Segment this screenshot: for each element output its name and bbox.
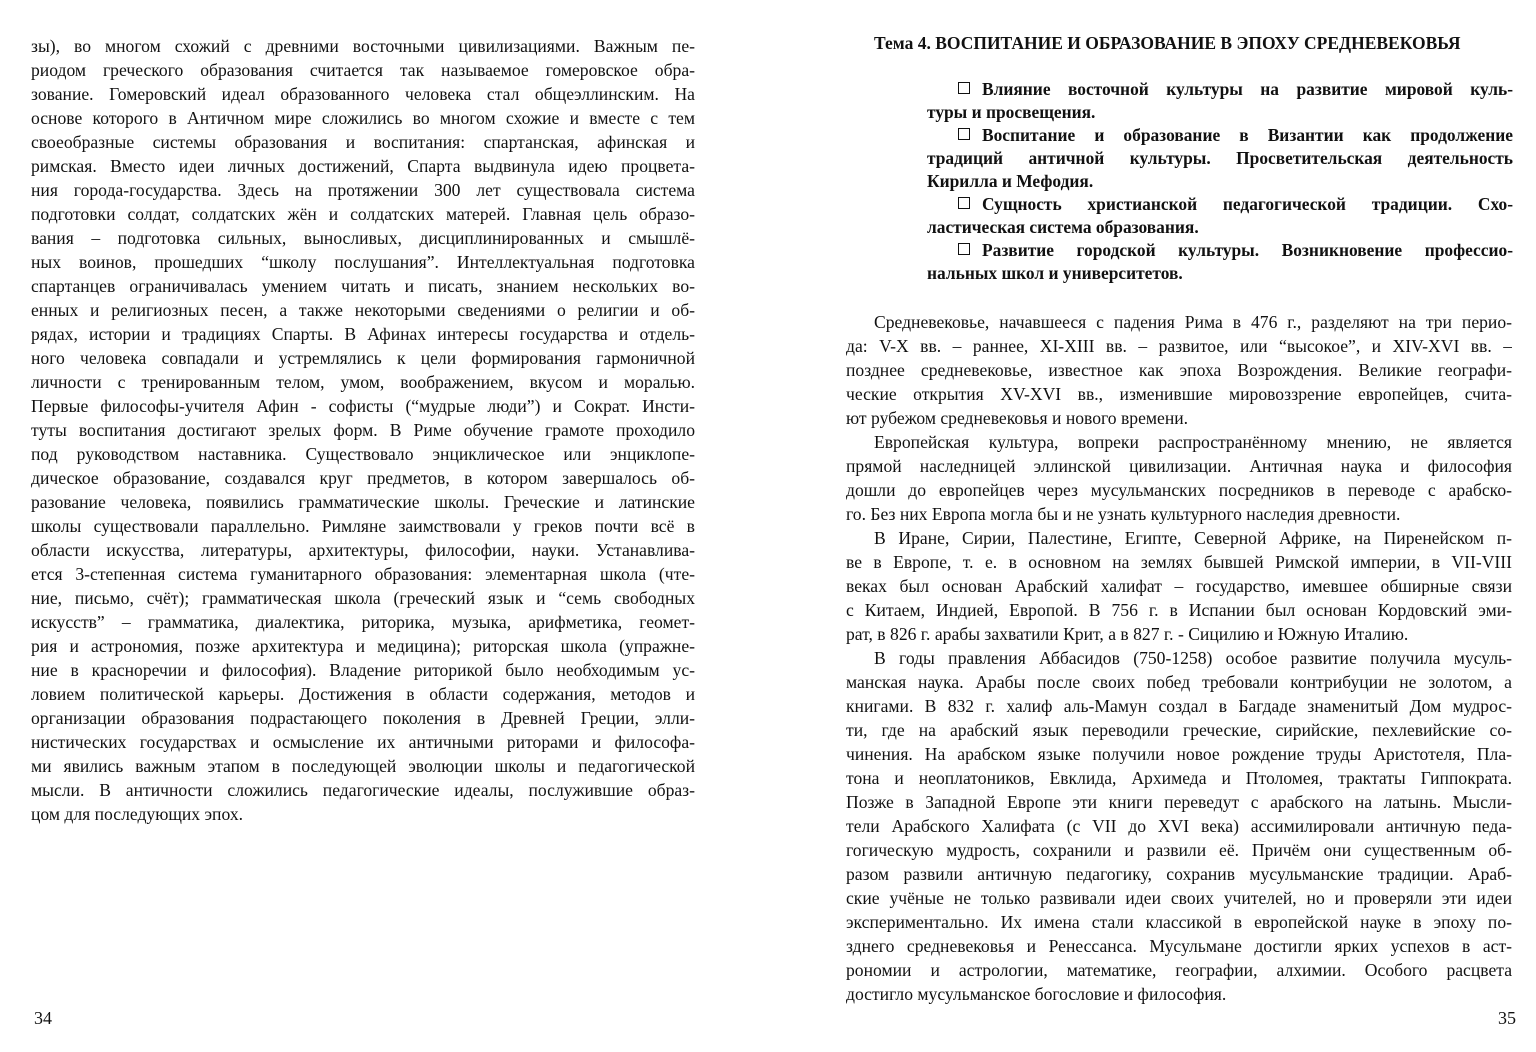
text-line: личности с тренированным телом, умом, воображением, вкусом и моралью. [31,372,695,392]
outline-item: Сущность христианской педагогической традиции. Схо- [958,193,1513,216]
text-line: ние, письмо, счёт); грамматическая школа (греческий язык и “семь свободных [31,588,695,608]
outline-item-continued: ластическая система образования. [927,217,1199,237]
text-line: области искусства, литературы, архитектуры, философии, науки. Устанавлива- [31,540,695,560]
topic-title: Тема 4. ВОСПИТАНИЕ И ОБРАЗОВАНИЕ В ЭПОХУ СРЕДНЕВЕКОВЬЯ [874,33,1461,53]
text-line: разование человека, появились грамматические школы. Греческие и латинские [31,492,695,512]
outline-item-continued: традиций античной культуры. Просветительская деятельность [927,148,1513,168]
right-page [768,0,1536,1052]
text-line: чинения. На арабском языке получили новое рождение труды Аристотеля, Пла- [846,744,1512,764]
text-line: нистических государствах и осмысление их античными риторами и философа- [31,732,695,752]
text-line: да: V-X вв. – раннее, XI-XIII вв. – развитое, или “высокое”, и XIV-XVI вв. – [846,336,1512,356]
text-line: тона и неоплатоников, Евклида, Архимеда и Птоломея, трактаты Гиппократа. [846,768,1512,788]
checkbox-square-icon [958,128,970,140]
text-line: Средневековье, начавшееся с падения Рима в 476 г., разделяют на три перио- [874,312,1512,332]
text-line: достигло мусульманское богословие и философия. [846,984,1227,1004]
text-line: Первые философы-учителя Афин - софисты (“мудрые люди”) и Сократ. Инсти- [31,396,695,416]
text-line: Позже в Западной Европе эти книги переведут с арабского на латынь. Мысли- [846,792,1512,812]
text-line: дическое образование, создавался круг предметов, в котором завершалось об- [31,468,695,488]
text-line: ется 3-степенная система гуманитарного образования: элементарная школа (чте- [31,564,695,584]
text-line: зы), во многом схожий с древними восточными цивилизациями. Важным пе- [31,36,695,56]
text-line: своеобразные системы образования и воспитания: спартанская, афинская и [31,132,695,152]
page-number: 35 [1498,1008,1516,1028]
outline-item-continued: туры и просвещения. [927,102,1096,122]
text-line: под руководством наставника. Существовало энциклическое или энциклопе- [31,444,695,464]
text-line: туты воспитания достигают зрелых форм. В Риме обучение грамоте проходило [31,420,695,440]
text-line: манская наука. Арабы после своих побед требовали контрибуции не золотом, а [846,672,1512,692]
page-number: 34 [34,1008,52,1028]
text-line: римская. Вместо идеи личных достижений, Спарта выдвинула идею процвета- [31,156,695,176]
text-line: дошли до европейцев через мусульманских посредников в переводе с арабско- [846,480,1512,500]
outline-item-continued: нальных школ и университетов. [927,263,1183,283]
text-line: организации образования подрастающего поколения в Древней Греции, элли- [31,708,695,728]
text-line: ние в красноречии и философия). Владение риторикой было необходимым ус- [31,660,695,680]
text-line: позднее средневековье, известное как эпоха Возрождения. Великие географи- [846,360,1512,380]
text-line: разом развили античную педагогику, сохранив мусульманские традиции. Араб- [846,864,1512,884]
checkbox-square-icon [958,197,970,209]
outline-item-continued: Кирилла и Мефодия. [927,171,1094,191]
text-line: В Иране, Сирии, Палестине, Египте, Северной Африке, на Пиренейском п- [874,528,1512,548]
text-line: ного человека совпадали и устремлялись к цели формирования гармоничной [31,348,695,368]
text-line: мысли. В античности сложились педагогические идеалы, послужившие образ- [31,780,695,800]
text-line: рат, в 826 г. арабы захватили Крит, а в 827 г. - Сицилию и Южную Италию. [846,624,1409,644]
text-line: ловием политической карьеры. Достижения в области содержания, методов и [31,684,695,704]
outline-item: Развитие городской культуры. Возникновение профессио- [958,239,1513,262]
text-line: рия и астрономия, позже архитектура и медицина); риторская школа (упражне- [31,636,695,656]
text-line: вания – подготовка сильных, выносливых, дисциплинированных и смышлё- [31,228,695,248]
text-line: ве в Европе, т. е. в основном на землях бывшей Римской империи, в VII-VIII [846,552,1512,572]
text-line: енных и религиозных песен, а также некоторыми сведениями о религии и об- [31,300,695,320]
text-line: прямой наследницей эллинской цивилизации. Античная наука и философия [846,456,1512,476]
text-line: экспериментально. Их имена стали классикой в европейской науке в эпоху по- [846,912,1512,932]
outline-item: Влияние восточной культуры на развитие мировой куль- [958,78,1513,101]
text-line: искусств” – грамматика, диалектика, риторика, музыка, арифметика, геомет- [31,612,695,632]
text-line: Европейская культура, вопреки распространённому мнению, не является [874,432,1512,452]
text-line: ские учёные не только развивали идеи своих учителей, но и проверяли эти идеи [846,888,1512,908]
text-line: веках был основан Арабский халифат – государство, имевшее обширные связи [846,576,1512,596]
text-line: зднего средневековья и Ренессанса. Мусульмане достигли ярких успехов в аст- [846,936,1512,956]
checkbox-square-icon [958,82,970,94]
text-line: тели Арабского Халифата (с VII до XVI века) ассимилировали античную педа- [846,816,1512,836]
text-line: зование. Гомеровский идеал образованного человека стал общеэллинским. На [31,84,695,104]
text-line: книгами. В 832 г. халиф аль-Мамун создал в Багдаде знаменитый Дом мудрос- [846,696,1512,716]
text-line: ческие открытия XV-XVI вв., изменившие мировоззрение европейцев, счита- [846,384,1512,404]
text-line: с Китаем, Индией, Европой. В 756 г. в Испании был основан Кордовский эми- [846,600,1512,620]
checkbox-square-icon [958,243,970,255]
text-line: гогическую мудрость, сохранили и развили её. Причём они существенным об- [846,840,1512,860]
text-line: ют рубежом средневековья и нового времени. [846,408,1189,428]
text-line: ния города-государства. Здесь на протяжении 300 лет существовала система [31,180,695,200]
text-line: цом для последующих эпох. [31,804,244,824]
text-line: подготовки солдат, солдатских жён и солдатских матерей. Главная цель образо- [31,204,695,224]
text-line: школы существовали параллельно. Римляне заимствовали у греков почти всё в [31,516,695,536]
text-line: рядах, истории и традициях Спарты. В Афинах интересы государства и отдель- [31,324,695,344]
text-line: ных воинов, прошедших “школу послушания”. Интеллектуальная подготовка [31,252,695,272]
text-line: го. Без них Европа могла бы и не узнать культурного наследия древности. [846,504,1401,524]
text-line: риодом греческого образования считается так называемое гомеровское обра- [31,60,695,80]
outline-item: Воспитание и образование в Византии как продолжение [958,124,1513,147]
text-line: ти, где на арабский язык переводили греческие, сирийские, пехлевийские со- [846,720,1512,740]
text-line: спартанцев ограничивалась умением читать и писать, знанием нескольких во- [31,276,695,296]
text-line: основе которого в Античном мире сложились во многом схожие и вместе с тем [31,108,695,128]
text-line: В годы правления Аббасидов (750-1258) особое развитие получила мусуль- [874,648,1512,668]
text-line: рономии и астрологии, математике, географии, алхимии. Особого расцвета [846,960,1512,980]
text-line: ми явились важным этапом в последующей эволюции школы и педагогической [31,756,695,776]
